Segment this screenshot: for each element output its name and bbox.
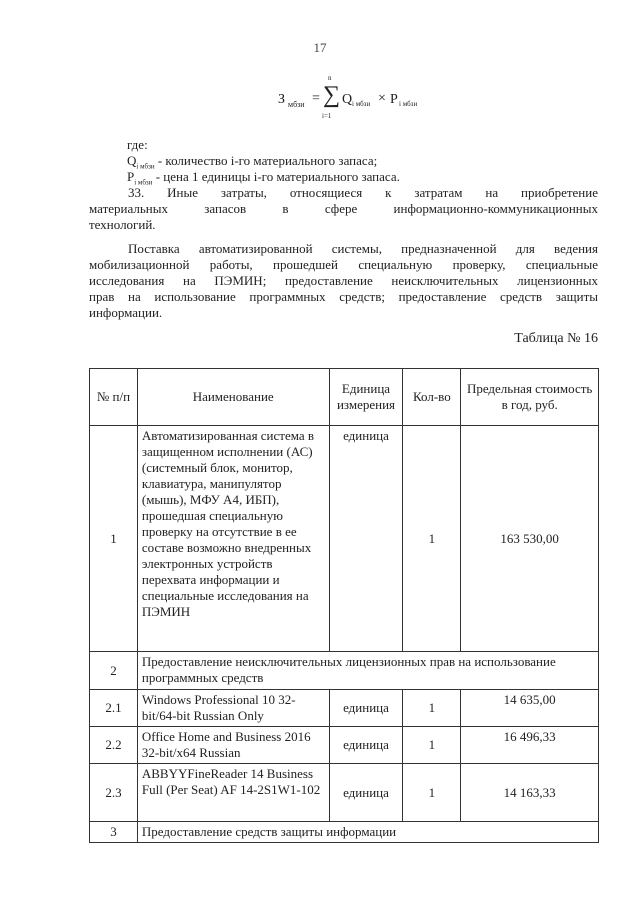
formula-lhs-sub: мбзи: [288, 100, 305, 109]
formula-sum-bottom: i=1: [322, 112, 332, 120]
table-title: Таблица № 16: [514, 331, 598, 346]
table-row: [90, 426, 599, 652]
row-qty: 1: [403, 727, 461, 764]
row-num: 2: [90, 652, 138, 690]
cost-table: [89, 368, 599, 843]
cost-formula: [278, 74, 438, 128]
header-name: Наименование: [137, 369, 329, 426]
table-row: [90, 690, 599, 727]
row-num: 1: [90, 426, 138, 652]
row-num: 2.1: [90, 690, 138, 727]
item-33-line-1: 33. Иные затраты, относящиеся к затратам на приобретение: [128, 185, 598, 200]
row-qty: 1: [403, 426, 461, 652]
item-33-line-3: технологий.: [89, 217, 156, 232]
formula-q: Q: [342, 92, 353, 107]
header-unit: Единица измерения: [329, 369, 403, 426]
formula-q-sub: i мбзи: [352, 100, 371, 108]
row-price: 163 530,00: [461, 426, 599, 652]
formula-lhs: З: [278, 92, 286, 107]
row-name: Предоставление средств защиты информации: [137, 822, 598, 843]
page-number: 17: [313, 40, 327, 55]
row-qty: 1: [403, 764, 461, 822]
paragraph-line-1: Поставка автоматизированной системы, предназначенной для ведения: [128, 241, 598, 256]
row-num: 2.3: [90, 764, 138, 822]
row-price: 14 163,33: [461, 764, 599, 822]
def-p-text: - цена 1 единицы i-го материального запаса.: [152, 169, 400, 184]
row-price: 14 635,00: [461, 690, 599, 727]
table-row: [90, 764, 599, 822]
formula-p-sub: i мбзи: [399, 100, 418, 108]
formula-sum-sign: ∑: [323, 82, 341, 108]
header-num: № п/п: [90, 369, 138, 426]
header-price: Предельная стоимость в год, руб.: [461, 369, 599, 426]
row-name: Автоматизированная система в защищенном исполнении (АС) (системный блок, монитор, клавиатура, манипулятор (мышь), МФУ А4, ИБП), прошедшая специальную проверку на отсутствие в ее составе возможно внедренных электронных устройств перехвата информации и специальные исследования на ПЭМИН: [137, 426, 329, 652]
paragraph-line-4: прав на использование программных средств; предоставление средств защиты: [89, 289, 598, 304]
row-name: Windows Professional 10 32-bit/64-bit Russian Only: [137, 690, 329, 727]
def-q-text: - количество i-го материального запаса;: [154, 153, 378, 168]
table-row: [90, 727, 599, 764]
formula-times: ×: [378, 91, 386, 106]
row-qty: 1: [403, 690, 461, 727]
row-unit: единица: [329, 727, 403, 764]
def-p-sub: i мбзи: [134, 178, 153, 187]
def-q-symbol: Q: [127, 153, 137, 168]
row-num: 2.2: [90, 727, 138, 764]
row-name: Office Home and Business 2016 32-bit/x64 Russian: [137, 727, 329, 764]
table-row: [90, 652, 599, 690]
row-name: ABBYYFineReader 14 Business Full (Per Seat) AF 14-2S1W1-102: [137, 764, 329, 822]
formula-sum-top: n: [328, 74, 332, 82]
item-33-line-2: материальных запасов в сфере информационно-коммуникационных: [89, 201, 598, 216]
def-q-sub: i мбзи: [136, 162, 155, 171]
formula-p: P: [390, 92, 398, 107]
table-header-row: [90, 369, 599, 426]
header-qty: Кол-во: [403, 369, 461, 426]
table-row: [90, 822, 599, 843]
row-unit: единица: [329, 764, 403, 822]
where-label: где:: [127, 137, 148, 152]
row-unit: единица: [329, 426, 403, 652]
formula-eq: =: [312, 91, 320, 106]
row-unit: единица: [329, 690, 403, 727]
paragraph-line-2: мобилизационной работы, прошедшей специальную проверку, специальные: [89, 257, 598, 272]
def-p-symbol: P: [127, 169, 135, 184]
paragraph-line-5: информации.: [89, 305, 163, 320]
row-price: 16 496,33: [461, 727, 599, 764]
row-num: 3: [90, 822, 138, 843]
row-name: Предоставление неисключительных лицензионных прав на использование программных средств: [137, 652, 598, 690]
paragraph-line-3: исследования на ПЭМИН; предоставление неисключительных лицензионных: [89, 273, 598, 288]
